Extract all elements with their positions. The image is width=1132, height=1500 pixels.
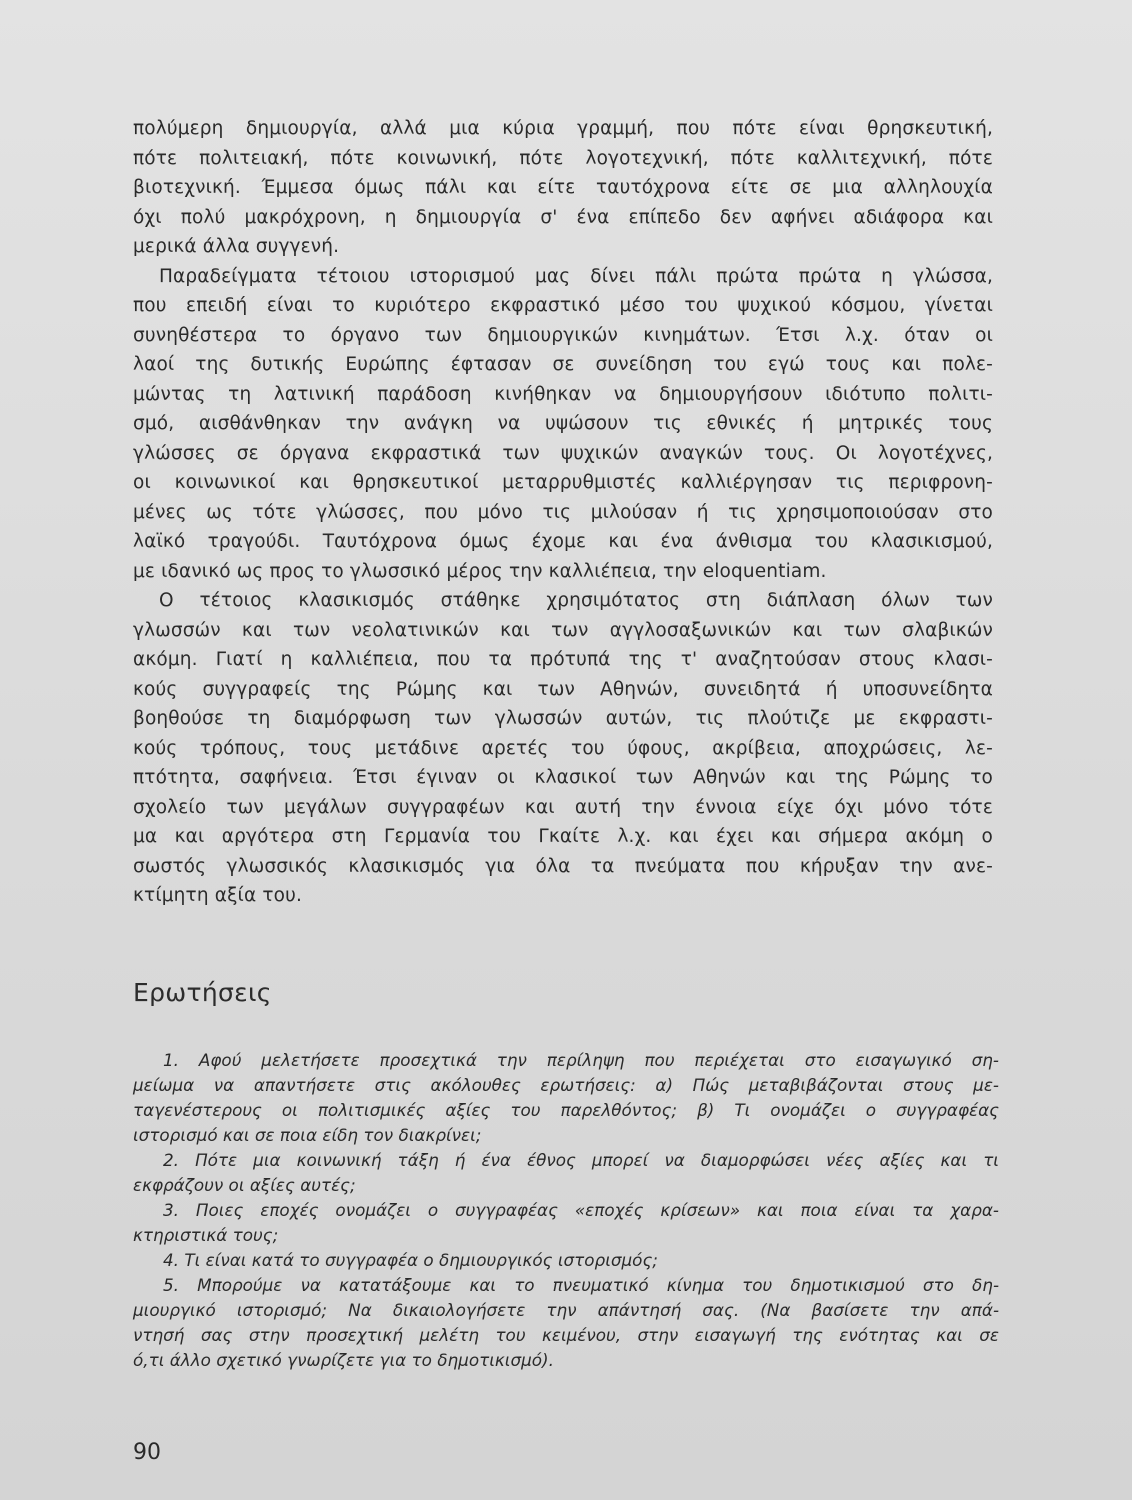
body-line: σωστός γλωσσικός κλασικισμός για όλα τα πνεύματα που κήρυξαν την ανε- xyxy=(133,855,993,877)
body-line: Παραδείγματα τέτοιου ιστορισμού μας δίνει πάλι πρώτα πρώτα η γλώσσα, xyxy=(159,265,993,287)
question-line: 3. Ποιες εποχές ονομάζει ο συγγραφέας «εποχές κρίσεων» και ποια είναι τα χαρα- xyxy=(163,1200,999,1220)
questions-list xyxy=(133,1048,999,1373)
body-line: λαοί της δυτικής Ευρώπης έφτασαν σε συνείδηση του εγώ τους και πολε- xyxy=(133,354,993,375)
question-line: ιστορισμό και σε ποια είδη τον διακρίνει; xyxy=(133,1125,482,1145)
question-line: μείωμα να απαντήσετε στις ακόλουθες ερωτήσεις: α) Πώς μεταβιβάζονται στους με- xyxy=(133,1075,999,1095)
body-line: γλωσσών και των νεολατινικών και των αγγλοσαξωνικών και των σλαβικών xyxy=(133,619,993,641)
body-line: που επειδή είναι το κυριότερο εκφραστικό μέσο του ψυχικού κόσμου, γίνεται xyxy=(133,295,993,316)
questions-heading: Ερωτήσεις xyxy=(133,978,272,1007)
body-line: κούς τρόπους, τους μετάδινε αρετές του ύφους, ακρίβεια, αποχρώσεις, λε- xyxy=(133,737,993,759)
body-line: Ο τέτοιος κλασικισμός στάθηκε χρησιμότατος στη διάπλαση όλων των xyxy=(159,590,993,611)
question-line: ταγενέστερους οι πολιτισμικές αξίες του παρελθόντος; β) Τι ονομάζει ο συγγραφέας xyxy=(133,1100,999,1120)
body-line: βοηθούσε τη διαμόρφωση των γλωσσών αυτών, τις πλούτιζε με εκφραστι- xyxy=(133,708,993,729)
question-line: κτηριστικά τους; xyxy=(133,1225,279,1245)
page-number: 90 xyxy=(133,1440,161,1465)
question-line: 2. Πότε μια κοινωνική τάξη ή ένα έθνος μπορεί να διαμορφώσει νέες αξίες και τι xyxy=(163,1150,999,1170)
body-line: κτίμητη αξία του. xyxy=(133,885,302,906)
question-line: μιουργικό ιστορισμό; Να δικαιολογήσετε την απάντησή σας. (Να βασίσετε την απά- xyxy=(133,1300,999,1320)
question-line: 1. Αφού μελετήσετε προσεχτικά την περίληψη που περιέχεται στο εισαγωγικό ση- xyxy=(163,1050,999,1070)
question-line: εκφράζουν οι αξίες αυτές; xyxy=(133,1175,356,1195)
body-line: με ιδανικό ως προς το γλωσσικό μέρος την καλλιέπεια, την eloquentiam. xyxy=(133,560,827,582)
question-line: ντησή σας στην προσεχτική μελέτη του κειμένου, στην εισαγωγή της ενότητας και σε xyxy=(133,1325,999,1345)
body-line: πότε πολιτειακή, πότε κοινωνική, πότε λογοτεχνική, πότε καλλιτεχνική, πότε xyxy=(133,147,993,169)
body-line: σχολείο των μεγάλων συγγραφέων και αυτή την έννοια είχε όχι μόνο τότε xyxy=(133,796,993,818)
body-line: κούς συγγραφείς της Ρώμης και των Αθηνών, συνειδητά ή υποσυνείδητα xyxy=(133,678,993,700)
body-line: οι κοινωνικοί και θρησκευτικοί μεταρρυθμιστές καλλιέργησαν τις περιφρονη- xyxy=(133,472,993,493)
body-line: σμό, αισθάνθηκαν την ανάγκη να υψώσουν τις εθνικές ή μητρικές τους xyxy=(133,413,993,434)
question-line: ό,τι άλλο σχετικό γνωρίζετε για το δημοτικισμό). xyxy=(133,1350,554,1370)
body-line: πτότητα, σαφήνεια. Έτσι έγιναν οι κλασικοί των Αθηνών και της Ρώμης το xyxy=(133,767,993,788)
body-line: όχι πολύ μακρόχρονη, η δημιουργία σ' ένα επίπεδο δεν αφήνει αδιάφορα και xyxy=(133,206,993,228)
body-line: λαϊκό τραγούδι. Ταυτόχρονα όμως έχομε και ένα άνθισμα του κλασικισμού, xyxy=(133,531,993,552)
question-line: 5. Μπορούμε να κατατάξουμε και το πνευματικό κίνημα του δημοτικισμού στο δη- xyxy=(163,1275,999,1295)
body-line: μένες ως τότε γλώσσες, που μόνο τις μιλούσαν ή τις χρησιμοποιούσαν στο xyxy=(133,501,993,523)
body-line: βιοτεχνική. Έμμεσα όμως πάλι και είτε ταυτόχρονα είτε σε μια αλληλουχία xyxy=(133,177,993,198)
body-text xyxy=(133,114,993,911)
body-line: ακόμη. Γιατί η καλλιέπεια, που τα πρότυπά της τ' αναζητούσαν στους κλασι- xyxy=(133,649,993,670)
body-line: μώντας τη λατινική παράδοση κινήθηκαν να δημιουργήσουν ιδιότυπο πολιτι- xyxy=(133,383,993,405)
body-line: μα και αργότερα στη Γερμανία του Γκαίτε λ.χ. και έχει και σήμερα ακόμη ο xyxy=(133,826,993,847)
body-line: πολύμερη δημιουργία, αλλά μια κύρια γραμμή, που πότε είναι θρησκευτική, xyxy=(133,118,993,139)
body-line: μερικά άλλα συγγενή. xyxy=(133,236,340,257)
body-line: συνηθέστερα το όργανο των δημιουργικών κινημάτων. Έτσι λ.χ. όταν οι xyxy=(133,324,993,346)
body-line: γλώσσες σε όργανα εκφραστικά των ψυχικών αναγκών τους. Οι λογοτέχνες, xyxy=(133,442,993,464)
question-line: 4. Τι είναι κατά το συγγραφέα ο δημιουργικός ιστορισμός; xyxy=(163,1250,658,1270)
